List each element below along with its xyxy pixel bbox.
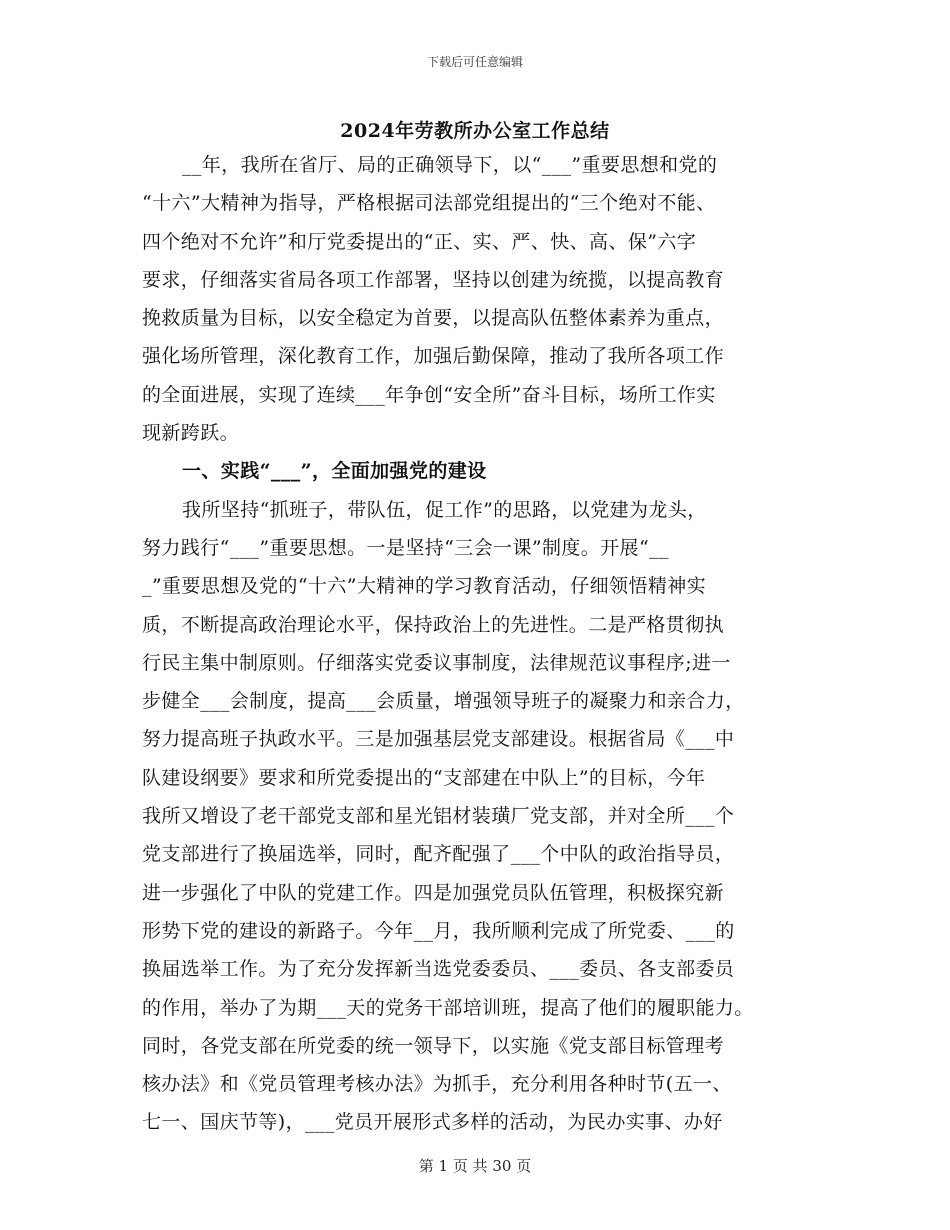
document-title: 2024年劳教所办公室工作总结 xyxy=(340,120,610,142)
paragraph-line: 行民主集中制原则。仔细落实党委议事制度，法律规范议事程序;进一 xyxy=(142,651,731,674)
paragraph-line: 我所坚持“抓班子，带队伍，促工作”的思路，以党建为龙头， xyxy=(182,498,707,521)
paragraph-line: 强化场所管理，深化教育工作，加强后勤保障，推动了我所各项工作 xyxy=(142,345,725,368)
paragraph-line: 换届选举工作。为了充分发挥新当选党委委员、___委员、各支部委员 xyxy=(142,958,735,981)
section-heading: 一、实践“___”，全面加强党的建设 xyxy=(182,460,487,483)
paragraph-line: 进一步强化了中队的党建工作。四是加强党员队伍管理，积极探究新 xyxy=(142,881,725,904)
paragraph-line: 努力践行“___”重要思想。一是坚持“三会一课”制度。开展“__ xyxy=(142,536,669,559)
page-footer: 第 1 页 共 30 页 xyxy=(418,1157,532,1175)
paragraph-line: 质，不断提高政治理论水平，保持政治上的先进性。二是严格贯彻执 xyxy=(142,613,725,636)
paragraph-line: 四个绝对不允许”和厅党委提出的“正、实、严、快、高、保”六字 xyxy=(142,230,697,253)
paragraph-line: 队建设纲要》要求和所党委提出的“支部建在中队上”的目标，今年 xyxy=(142,766,706,789)
paragraph-line: 的全面进展，实现了连续___年争创“安全所”奋斗目标，场所工作实 xyxy=(142,383,716,406)
paragraph-line: 七一、国庆节等)，___党员开展形式多样的活动，为民办实事、办好 xyxy=(142,1111,723,1134)
paragraph-line: 形势下党的建设的新路子。今年__月，我所顺利完成了所党委、___的 xyxy=(142,919,735,942)
paragraph-line: 努力提高班子执政水平。三是加强基层党支部建设。根据省局《___中 xyxy=(142,728,735,751)
paragraph-line: “十六”大精神为指导，严格根据司法部党组提出的“三个绝对不能、 xyxy=(142,192,716,215)
paragraph-line: 的作用，举办了为期___天的党务干部培训班，提高了他们的履职能力。 xyxy=(142,996,754,1019)
header-note: 下载后可任意编辑 xyxy=(426,55,523,69)
paragraph-line: 同时，各党支部在所党委的统一领导下，以实施《党支部目标管理考 xyxy=(142,1034,725,1057)
paragraph-line: 党支部进行了换届选举，同时，配齐配强了___个中队的政治指导员， xyxy=(142,843,735,866)
paragraph-line: 步健全___会制度，提高___会质量，增强领导班子的凝聚力和亲合力， xyxy=(142,690,745,713)
paragraph-line: 我所又增设了老干部党支部和星光铝材装璜厂党支部，并对全所___个 xyxy=(142,805,735,828)
paragraph-line: 核办法》和《党员管理考核办法》为抓手，充分利用各种时节(五一、 xyxy=(142,1073,732,1096)
paragraph-line: 挽救质量为目标，以安全稳定为首要，以提高队伍整体素养为重点， xyxy=(142,307,725,330)
paragraph-line: 要求，仔细落实省局各项工作部署，坚持以创建为统揽，以提高教育 xyxy=(142,268,725,291)
document-body xyxy=(142,146,822,1142)
paragraph-line: __年，我所在省厅、局的正确领导下，以“___”重要思想和党的 xyxy=(182,154,718,176)
paragraph-line: 现新跨跃。 xyxy=(142,422,240,445)
paragraph-line: _”重要思想及党的“十六”大精神的学习教育活动，仔细领悟精神实 xyxy=(142,575,707,598)
